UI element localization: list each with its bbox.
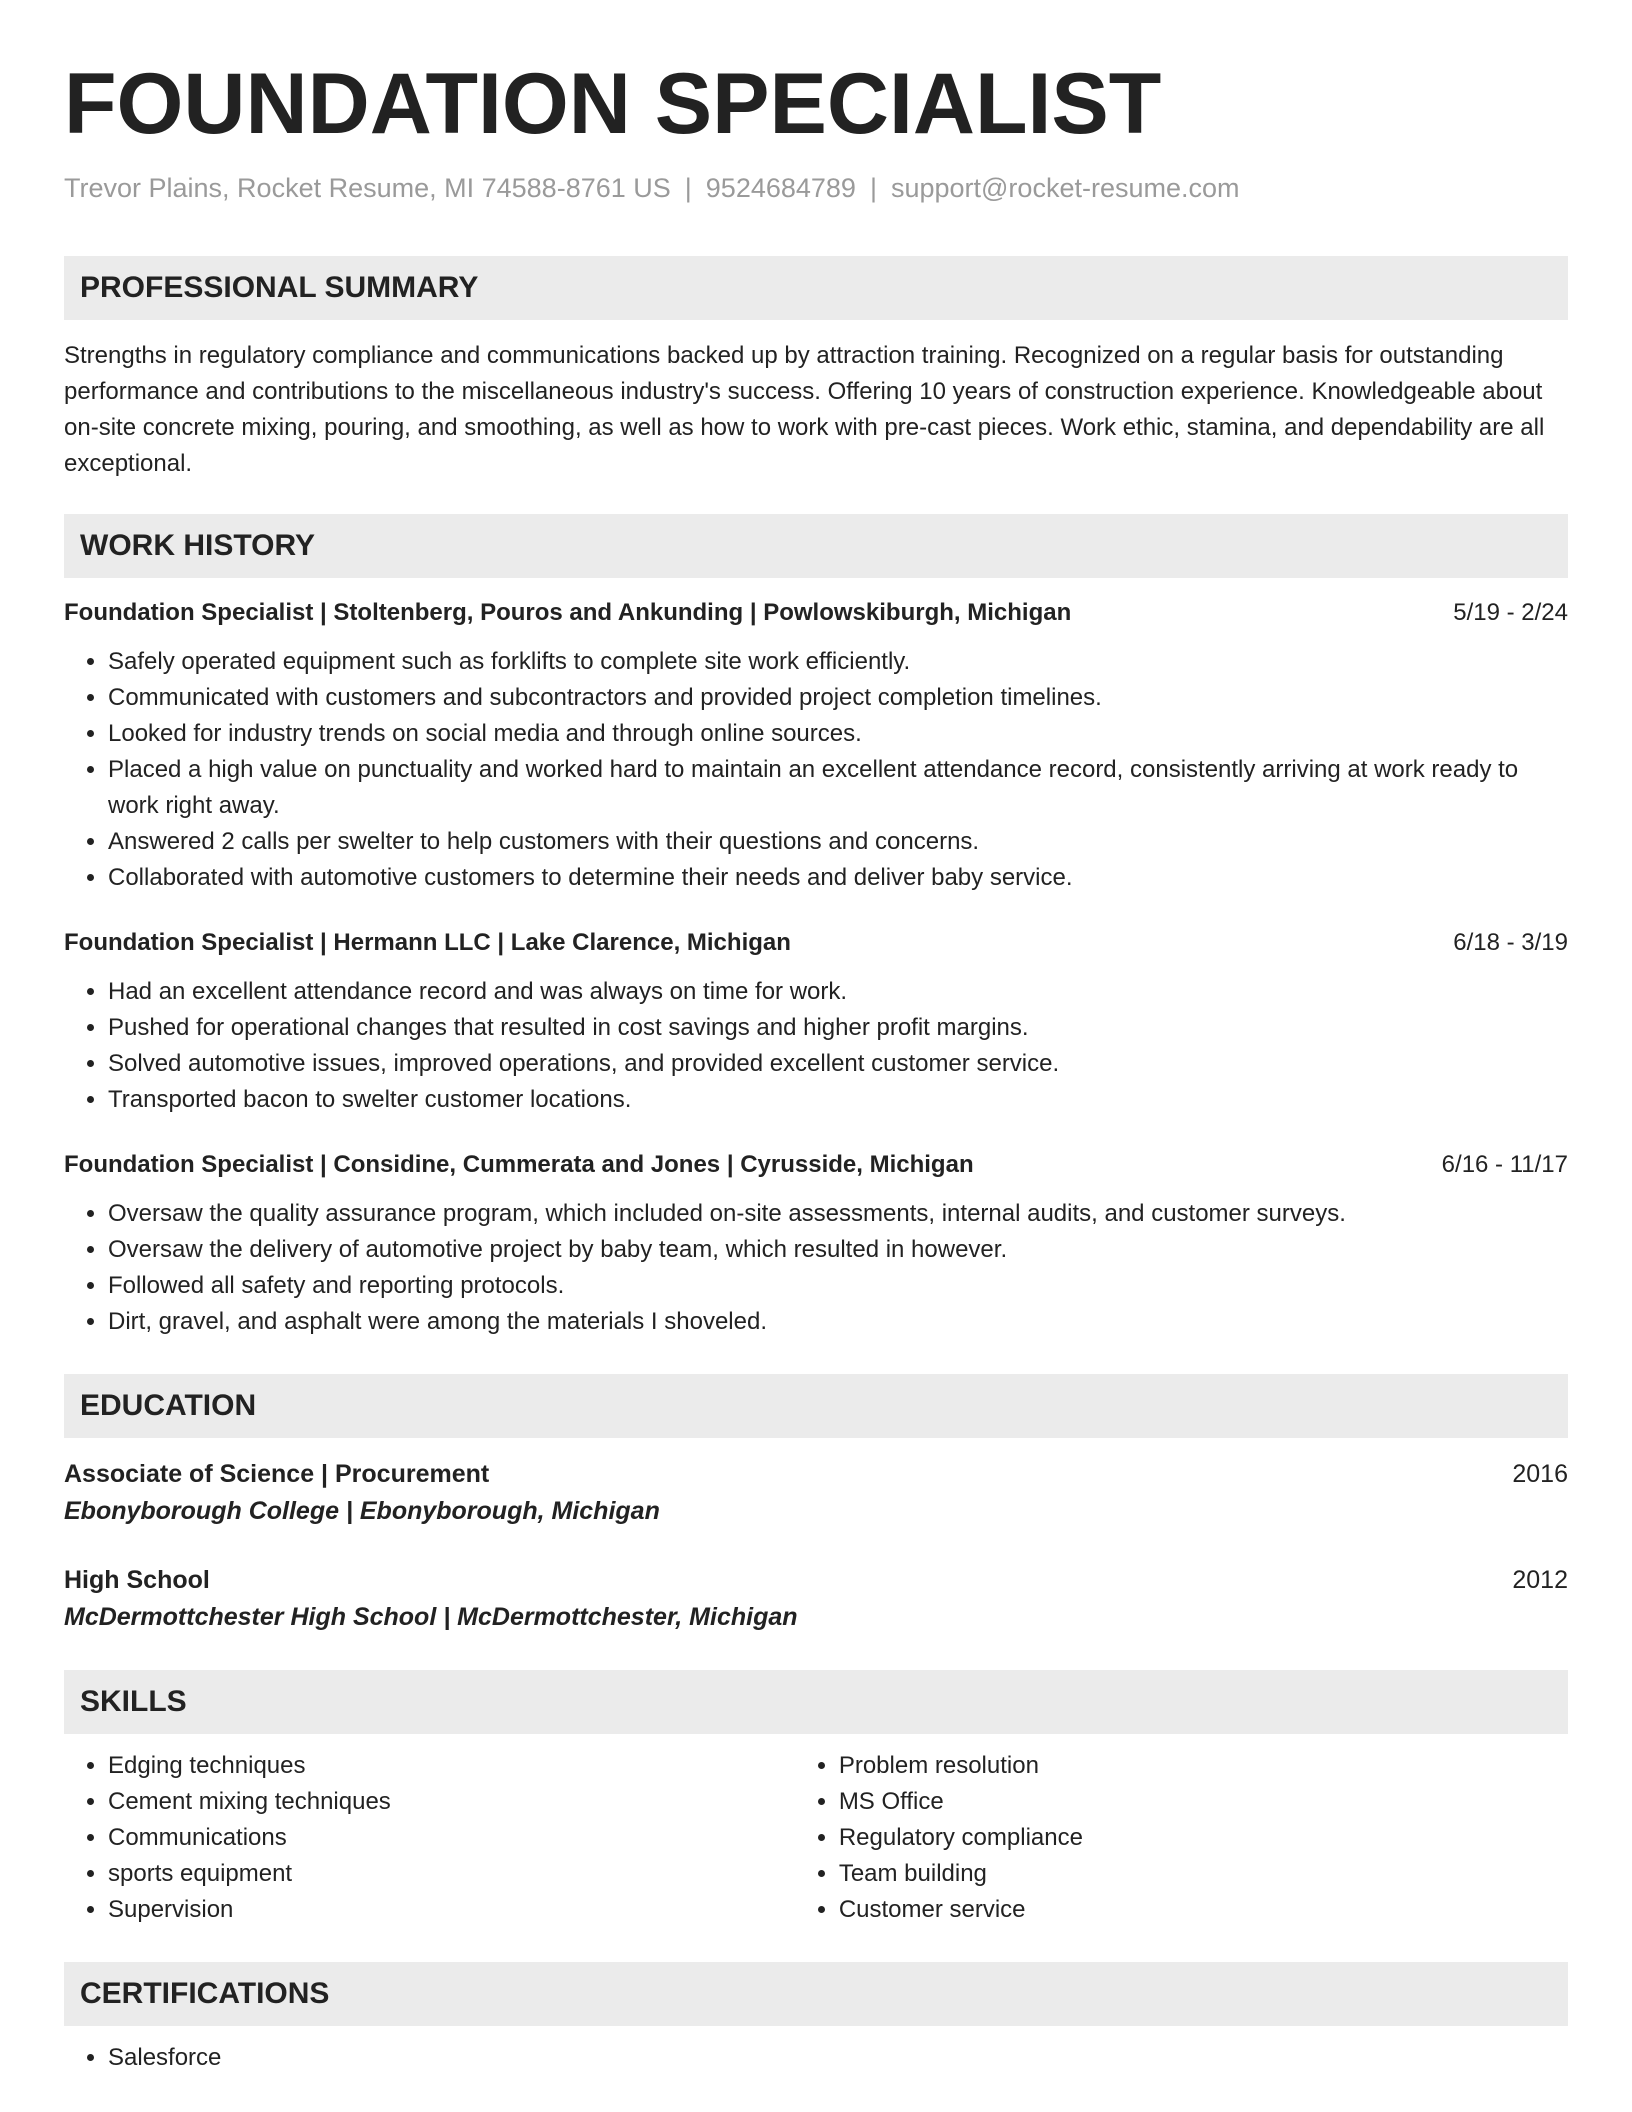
skill-item: • Regulatory compliance [839,1820,1568,1856]
skills-columns [64,1748,1568,1928]
skill-item: • MS Office [839,1784,1568,1820]
job-bullet: • Collaborated with automotive customers to determine their needs and deliver baby service. [108,860,1568,896]
certifications-list [64,2040,1568,2076]
skill-item: • sports equipment [108,1856,795,1892]
job-bullets [64,974,1568,1118]
contact-line [64,172,1568,204]
education-school: McDermottchester High School | McDermottchester, Michigan [64,1603,798,1631]
education-degree: Associate of Science | Procurement [64,1460,490,1488]
contact-separator: | [869,173,877,203]
skills-list-right [795,1748,1568,1928]
job-dates: 6/18 - 3/19 [1453,929,1568,956]
job-bullet: • Safely operated equipment such as forklifts to complete site work efficiently. [108,644,1568,680]
education-year: 2016 [1512,1460,1568,1488]
job-dates: 6/16 - 11/17 [1441,1151,1568,1178]
job-bullet: • Solved automotive issues, improved operations, and provided excellent customer service. [108,1046,1568,1082]
job-bullet: • Answered 2 calls per swelter to help customers with their questions and concerns. [108,824,1568,860]
contact-phone: 9524684789 [705,173,856,203]
job-bullet: • Transported bacon to swelter customer locations. [108,1082,1568,1118]
job-title: Foundation Specialist | Considine, Cummerata and Jones | Cyrusside, Michigan [64,1151,974,1178]
job-bullet: • Oversaw the quality assurance program, which included on-site assessments, internal audits, and customer surveys. [108,1196,1568,1232]
contact-address: Trevor Plains, Rocket Resume, MI 74588-8761 US [64,173,671,203]
contact-email: support@rocket-resume.com [890,173,1240,203]
skill-item: • Team building [839,1856,1568,1892]
job-bullet: • Pushed for operational changes that resulted in cost savings and higher profit margins. [108,1010,1568,1046]
skill-item: • Cement mixing techniques [108,1784,795,1820]
job-title: Foundation Specialist | Hermann LLC | Lake Clarence, Michigan [64,929,791,956]
job-bullet: • Dirt, gravel, and asphalt were among the materials I shoveled. [108,1304,1568,1340]
job-entry [64,926,1568,1118]
resume-page [64,0,1568,2076]
skill-item: • Communications [108,1820,795,1856]
job-bullet: • Followed all safety and reporting protocols. [108,1268,1568,1304]
education-year: 2012 [1512,1566,1568,1594]
section-heading-education: EDUCATION [64,1374,1568,1438]
summary-text: Strengths in regulatory compliance and communications backed up by attraction training. Recognized on a regular basis for outstanding performance and contributions to the miscellaneous industry's success. Offering 10 years of construction experience. Knowledgeable about on-site concrete mixing, pouring, and smoothing, as well as how to work with pre-cast pieces. Work ethic, stamina, and dependability are all exceptional. [64,342,1545,477]
education-school: Ebonyborough College | Ebonyborough, Michigan [64,1497,660,1525]
education-entry [64,1456,1568,1530]
job-bullet: • Had an excellent attendance record and was always on time for work. [108,974,1568,1010]
skill-item: • Problem resolution [839,1748,1568,1784]
skill-item: • Edging techniques [108,1748,795,1784]
education-entry [64,1562,1568,1636]
section-heading-work-history: WORK HISTORY [64,514,1568,578]
job-title: Foundation Specialist | Stoltenberg, Pouros and Ankunding | Powlowskiburgh, Michigan [64,599,1072,626]
job-dates: 5/19 - 2/24 [1453,599,1568,626]
job-bullet: • Oversaw the delivery of automotive project by baby team, which resulted in however. [108,1232,1568,1268]
contact-separator: | [684,173,692,203]
job-bullets [64,1196,1568,1340]
job-entry [64,596,1568,896]
job-bullets [64,644,1568,896]
section-heading-skills: SKILLS [64,1670,1568,1734]
education-degree: High School [64,1566,210,1594]
resume-name: FOUNDATION SPECIALIST [64,56,1162,152]
job-bullet: • Communicated with customers and subcontractors and provided project completion timelines. [108,680,1568,716]
skill-item: • Supervision [108,1892,795,1928]
skills-list-left [64,1748,795,1928]
skill-item: • Customer service [839,1892,1568,1928]
job-entry [64,1148,1568,1340]
section-heading-summary: PROFESSIONAL SUMMARY [64,256,1568,320]
job-bullet: • Looked for industry trends on social media and through online sources. [108,716,1568,752]
certifications-block [64,2040,1568,2076]
job-bullet: • Placed a high value on punctuality and worked hard to maintain an excellent attendance record, consistently arriving at work ready to work right away. [108,752,1568,824]
section-heading-certifications: CERTIFICATIONS [64,1962,1568,2026]
certification-item: • Salesforce [108,2040,1568,2076]
